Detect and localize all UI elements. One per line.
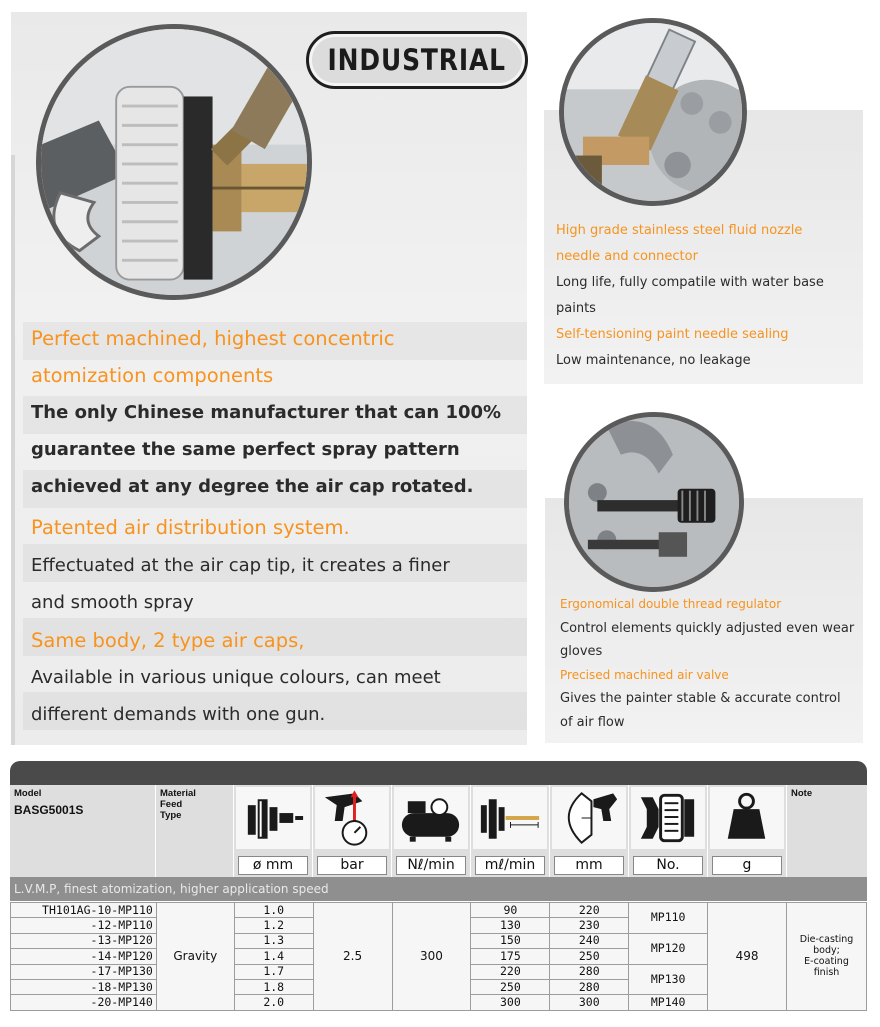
compressor-icon xyxy=(394,787,468,849)
regulator-photo xyxy=(564,412,744,592)
right-bottom-body-line: of air flow xyxy=(560,714,625,730)
model-cell: -18-MP130 xyxy=(11,979,157,994)
note-line: E-coating xyxy=(804,956,849,968)
fluid-nozzle-illustration xyxy=(564,23,742,201)
pressure-cell: 2.5 xyxy=(313,903,392,1011)
right-top-body-line: Long life, fully compatile with water base xyxy=(556,275,824,290)
table-header xyxy=(10,785,867,877)
header-air-cap xyxy=(629,785,708,877)
feature-bold-line: achieved at any degree the air cap rotated. xyxy=(31,476,474,497)
note-line: finish xyxy=(813,967,840,979)
feature-heading-1 xyxy=(31,320,521,394)
air-consumption-cell: 300 xyxy=(392,903,471,1011)
header-weight xyxy=(708,785,787,877)
nozzle-cell: 1.3 xyxy=(234,933,313,948)
feature-bold-line: guarantee the same perfect spray pattern xyxy=(31,439,460,460)
feature-heading-1-line: atomization components xyxy=(31,364,274,387)
nozzle-cell: 1.7 xyxy=(234,964,313,979)
model-cell: -14-MP120 xyxy=(11,949,157,964)
spec-table xyxy=(10,761,867,1017)
header-pattern xyxy=(550,785,629,877)
nozzle-cell: 1.4 xyxy=(234,949,313,964)
unit-air-consumption: Nℓ/min xyxy=(396,856,466,875)
pressure-gauge-icon xyxy=(315,787,389,849)
model-cell: -20-MP140 xyxy=(11,995,157,1010)
right-top-heading-line: High grade stainless steel fluid nozzle xyxy=(556,223,803,238)
pattern-cell: 240 xyxy=(550,933,629,948)
pattern-cell: 280 xyxy=(550,964,629,979)
feature-body-line: and smooth spray xyxy=(31,592,194,613)
model-cell: -17-MP130 xyxy=(11,964,157,979)
air-cap-cell: MP130 xyxy=(629,964,708,995)
air-cap-icon xyxy=(631,787,705,849)
feature-body-line: Effectuated at the air cap tip, it creates a finer xyxy=(31,555,450,576)
note-label: Note xyxy=(791,788,813,799)
regulator-illustration xyxy=(569,417,739,587)
feature-body-3 xyxy=(31,659,521,733)
note-line: body; xyxy=(813,945,840,957)
nozzle-cell: 1.0 xyxy=(234,903,313,918)
feed-type-cell: Gravity xyxy=(156,903,234,1011)
unit-nozzle: ø mm xyxy=(238,856,308,875)
right-bottom-body-line: Gives the painter stable & accurate control xyxy=(560,691,841,706)
model-cell: TH101AG-10-MP110 xyxy=(11,903,157,918)
unit-pattern: mm xyxy=(554,856,624,875)
right-top-heading-2: Self-tensioning paint needle sealing xyxy=(556,327,789,342)
panel-stripe xyxy=(11,155,15,745)
flow-cell: 250 xyxy=(471,979,550,994)
right-top-text xyxy=(556,218,861,374)
section-title-row: L.V.M.P, finest atomization, higher application speed xyxy=(10,877,867,901)
unit-pressure: bar xyxy=(317,856,387,875)
weight-cell: 498 xyxy=(708,903,787,1011)
right-top-body-line: paints xyxy=(556,301,596,316)
model-cell: -13-MP120 xyxy=(11,933,157,948)
needle-flow-icon xyxy=(473,787,547,849)
pattern-cell: 280 xyxy=(550,979,629,994)
nozzle-cell: 1.8 xyxy=(234,979,313,994)
model-value: BASG5001S xyxy=(14,803,84,817)
model-label: Model xyxy=(14,788,42,799)
fluid-nozzle-photo xyxy=(559,18,747,206)
note-line: Die-casting xyxy=(799,934,854,946)
air-cap-cell: MP120 xyxy=(629,933,708,964)
feed-label-line: Type xyxy=(160,810,182,821)
pattern-cell: 300 xyxy=(550,995,629,1010)
right-bottom-text xyxy=(560,593,863,734)
header-model xyxy=(10,785,156,877)
header-air-consumption xyxy=(392,785,471,877)
industrial-badge xyxy=(306,31,528,89)
header-pressure xyxy=(313,785,392,877)
table-top-bar xyxy=(10,761,867,785)
unit-weight: g xyxy=(712,856,782,875)
badge-label: INDUSTRIAL xyxy=(327,43,507,77)
flow-cell: 175 xyxy=(471,949,550,964)
flow-cell: 90 xyxy=(471,903,550,918)
right-bottom-heading-2: Precised machined air valve xyxy=(560,667,729,682)
feed-label-line: Feed xyxy=(160,799,183,810)
pattern-cell: 220 xyxy=(550,903,629,918)
nozzle-cell: 1.2 xyxy=(234,918,313,933)
model-cell: -12-MP110 xyxy=(11,918,157,933)
right-top-heading-line: needle and connector xyxy=(556,249,698,264)
flow-cell: 150 xyxy=(471,933,550,948)
spray-pattern-icon xyxy=(552,787,626,849)
unit-air-cap: No. xyxy=(633,856,703,875)
feature-heading-2: Patented air distribution system. xyxy=(31,516,350,539)
air-cap-cell: MP140 xyxy=(629,995,708,1010)
feature-bold-text xyxy=(31,394,521,505)
air-cap-cell: MP110 xyxy=(629,903,708,934)
air-cap-illustration xyxy=(41,29,307,295)
header-fluid-flow xyxy=(471,785,550,877)
nozzle-cell: 2.0 xyxy=(234,995,313,1010)
table-row xyxy=(11,903,867,918)
right-bottom-body-line: Control elements quickly adjusted even wear xyxy=(560,620,855,636)
feature-heading-3: Same body, 2 type air caps, xyxy=(31,629,305,652)
feature-body-line: Available in various unique colours, can meet xyxy=(31,667,441,688)
flow-cell: 220 xyxy=(471,964,550,979)
spec-data-table xyxy=(10,902,867,1011)
flow-cell: 130 xyxy=(471,918,550,933)
right-bottom-body-line: gloves xyxy=(560,644,603,659)
right-top-body-2: Low maintenance, no leakage xyxy=(556,353,751,368)
feature-body-line: different demands with one gun. xyxy=(31,704,326,725)
flow-cell: 300 xyxy=(471,995,550,1010)
weight-icon xyxy=(710,787,784,849)
header-nozzle xyxy=(234,785,313,877)
feature-bold-line: The only Chinese manufacturer that can 100% xyxy=(31,402,502,423)
unit-fluid-flow: mℓ/min xyxy=(475,856,545,875)
header-feed-type xyxy=(156,785,234,877)
feature-heading-1-line: Perfect machined, highest concentric xyxy=(31,327,395,350)
right-bottom-heading-1: Ergonomical double thread regulator xyxy=(560,597,782,611)
air-cap-photo xyxy=(36,24,312,300)
pattern-cell: 250 xyxy=(550,949,629,964)
feature-body-2 xyxy=(31,547,521,621)
nozzle-icon xyxy=(236,787,310,849)
feed-label-line: Material xyxy=(160,788,196,799)
pattern-cell: 230 xyxy=(550,918,629,933)
feed-label xyxy=(160,788,196,821)
note-cell xyxy=(787,903,867,1011)
header-note xyxy=(787,785,867,877)
